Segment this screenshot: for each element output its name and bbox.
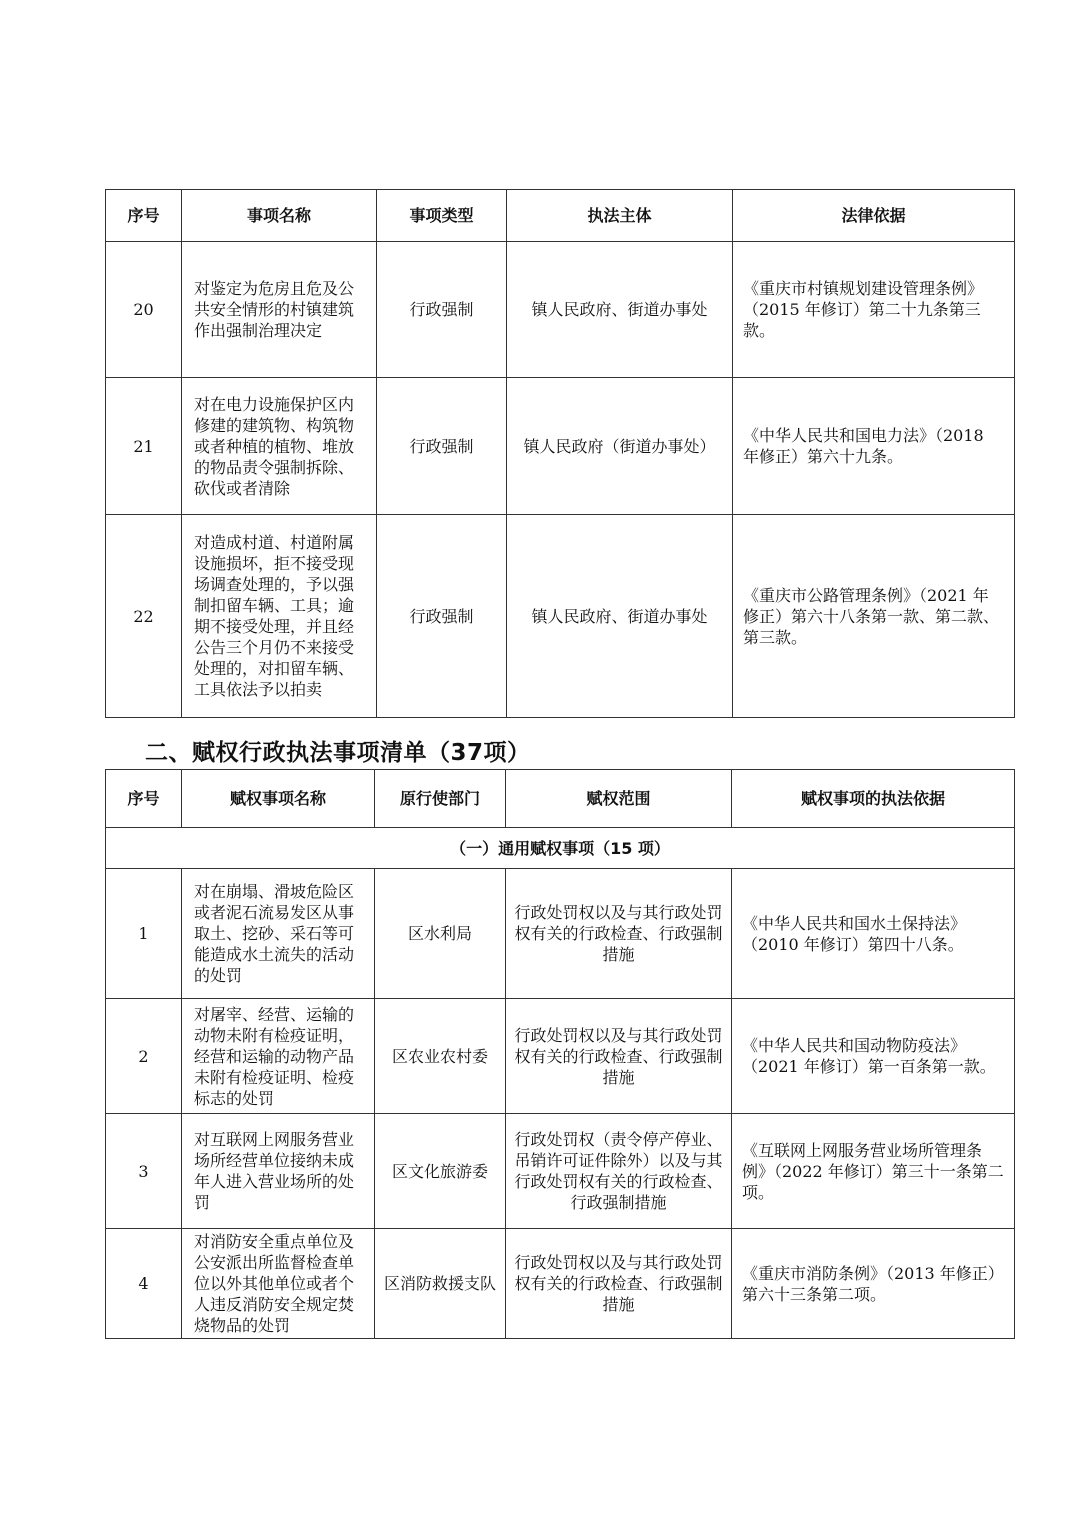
table-header-row bbox=[106, 190, 1015, 242]
cell-basis: 《互联网上网服务营业场所管理条例》（2022 年修订）第三十一条第二项。 bbox=[732, 1114, 1015, 1229]
cell-item-name: 对鉴定为危房且危及公共安全情形的村镇建筑作出强制治理决定 bbox=[182, 242, 377, 378]
cell-dept: 区文化旅游委 bbox=[375, 1114, 506, 1229]
cell-no: 1 bbox=[106, 869, 182, 999]
cell-item-name: 对在电力设施保护区内修建的建筑物、构筑物或者种植的植物、堆放的物品责令强制拆除、砍伐或者清除 bbox=[182, 378, 377, 515]
table-row bbox=[106, 242, 1015, 378]
cell-no: 4 bbox=[106, 1229, 182, 1339]
table-row bbox=[106, 515, 1015, 718]
enforcement-items-table bbox=[105, 189, 1015, 718]
cell-item-name: 对消防安全重点单位及公安派出所监督检查单位以外其他单位或者个人违反消防安全规定焚烧物品的处罚 bbox=[182, 1229, 375, 1339]
table-row bbox=[106, 378, 1015, 515]
col-header-legal-basis: 法律依据 bbox=[733, 190, 1015, 242]
cell-no: 3 bbox=[106, 1114, 182, 1229]
cell-no: 2 bbox=[106, 999, 182, 1114]
cell-item-type: 行政强制 bbox=[377, 515, 507, 718]
cell-basis: 《中华人民共和国动物防疫法》（2021 年修订）第一百条第一款。 bbox=[732, 999, 1015, 1114]
cell-legal-basis: 《重庆市村镇规划建设管理条例》（2015 年修订）第二十九条第三款。 bbox=[733, 242, 1015, 378]
cell-no: 22 bbox=[106, 515, 182, 718]
cell-basis: 《重庆市消防条例》（2013 年修正）第六十三条第二项。 bbox=[732, 1229, 1015, 1339]
col-header-item-name: 事项名称 bbox=[182, 190, 377, 242]
cell-subject: 镇人民政府、街道办事处 bbox=[507, 515, 733, 718]
col-header-original-dept: 原行使部门 bbox=[375, 770, 506, 828]
cell-item-name: 对造成村道、村道附属设施损坏，拒不接受现场调查处理的，予以强制扣留车辆、工具；逾期不接受处理，并且经公告三个月仍不来接受处理的，对扣留车辆、工具依法予以拍卖 bbox=[182, 515, 377, 718]
cell-dept: 区水利局 bbox=[375, 869, 506, 999]
table-row bbox=[106, 1229, 1015, 1339]
cell-dept: 区消防救援支队 bbox=[375, 1229, 506, 1339]
cell-no: 20 bbox=[106, 242, 182, 378]
cell-scope: 行政处罚权以及与其行政处罚权有关的行政检查、行政强制措施 bbox=[506, 1229, 732, 1339]
table-header-row bbox=[106, 770, 1015, 828]
delegated-items-table bbox=[105, 769, 1015, 1339]
subheader-general-items: （一）通用赋权事项（15 项） bbox=[106, 828, 1015, 869]
table-subheader-row bbox=[106, 828, 1015, 869]
col-header-subject: 执法主体 bbox=[507, 190, 733, 242]
cell-scope: 行政处罚权（责令停产停业、吊销许可证件除外）以及与其行政处罚权有关的行政检查、行政强制措施 bbox=[506, 1114, 732, 1229]
cell-scope: 行政处罚权以及与其行政处罚权有关的行政检查、行政强制措施 bbox=[506, 869, 732, 999]
table-row bbox=[106, 1114, 1015, 1229]
cell-legal-basis: 《中华人民共和国电力法》（2018 年修正）第六十九条。 bbox=[733, 378, 1015, 515]
cell-item-name: 对互联网上网服务营业场所经营单位接纳未成年人进入营业场所的处罚 bbox=[182, 1114, 375, 1229]
cell-scope: 行政处罚权以及与其行政处罚权有关的行政检查、行政强制措施 bbox=[506, 999, 732, 1114]
cell-item-name: 对在崩塌、滑坡危险区或者泥石流易发区从事取土、挖砂、采石等可能造成水土流失的活动的处罚 bbox=[182, 869, 375, 999]
cell-item-name: 对屠宰、经营、运输的动物未附有检疫证明，经营和运输的动物产品未附有检疫证明、检疫标志的处罚 bbox=[182, 999, 375, 1114]
section-heading: 二、赋权行政执法事项清单（37项） bbox=[145, 740, 531, 766]
cell-subject: 镇人民政府（街道办事处） bbox=[507, 378, 733, 515]
col-header-no: 序号 bbox=[106, 770, 182, 828]
col-header-item-type: 事项类型 bbox=[377, 190, 507, 242]
col-header-delegation-scope: 赋权范围 bbox=[506, 770, 732, 828]
cell-item-type: 行政强制 bbox=[377, 378, 507, 515]
cell-legal-basis: 《重庆市公路管理条例》（2021 年修正）第六十八条第一款、第二款、第三款。 bbox=[733, 515, 1015, 718]
col-header-no: 序号 bbox=[106, 190, 182, 242]
cell-item-type: 行政强制 bbox=[377, 242, 507, 378]
col-header-enforcement-basis: 赋权事项的执法依据 bbox=[732, 770, 1015, 828]
table-row bbox=[106, 869, 1015, 999]
cell-basis: 《中华人民共和国水土保持法》（2010 年修订）第四十八条。 bbox=[732, 869, 1015, 999]
col-header-delegated-item-name: 赋权事项名称 bbox=[182, 770, 375, 828]
cell-dept: 区农业农村委 bbox=[375, 999, 506, 1114]
cell-no: 21 bbox=[106, 378, 182, 515]
table-row bbox=[106, 999, 1015, 1114]
cell-subject: 镇人民政府、街道办事处 bbox=[507, 242, 733, 378]
